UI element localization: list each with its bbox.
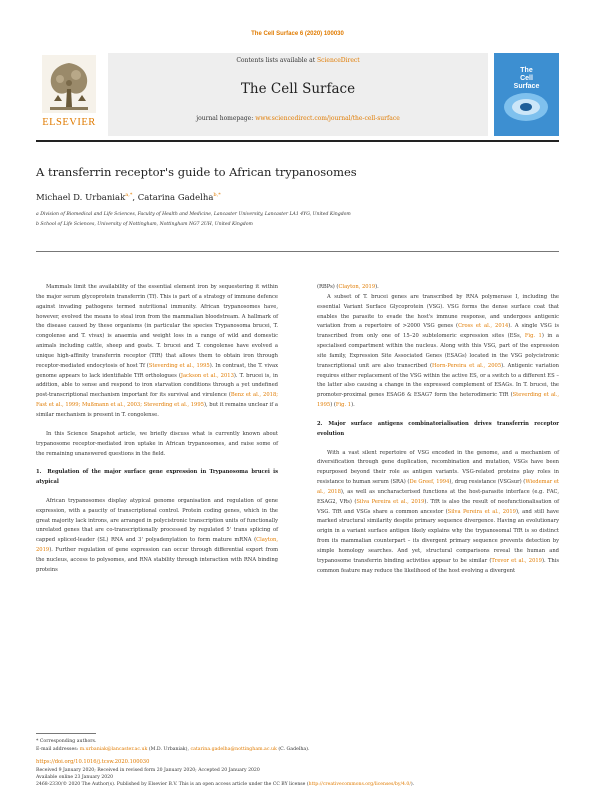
cover-title-line-2: Cell <box>520 75 533 82</box>
license-link[interactable]: http://creativecommons.org/licenses/by/4.0/ <box>308 782 411 787</box>
license-end: ). <box>410 782 415 787</box>
available-online: Available online 23 January 2020 <box>36 775 114 780</box>
homepage-link[interactable]: www.sciencedirect.com/journal/the-cell-surface <box>255 115 400 122</box>
footnote-rule <box>36 733 96 734</box>
paragraph <box>317 293 559 411</box>
paragraph <box>36 283 278 421</box>
paragraph-text: ), but it remains unclear if a similar mechanism is present in T. congolense. <box>36 402 278 418</box>
corresponding-author-note: * Corresponding authors. <box>36 739 97 744</box>
email-link[interactable]: catarina.gadelha@nottingham.ac.uk <box>190 747 277 752</box>
citation-link[interactable]: Clayton, 2019 <box>36 537 278 554</box>
sciencedirect-link[interactable]: ScienceDirect <box>317 57 360 64</box>
journal-header-box <box>108 53 488 136</box>
paragraph: In this Science Snapshot article, we briefly discuss what is currently known about trypanosome receptor-mediated iron uptake in African trypanosomes, and raise some of the remaining unanswered questions in the field. <box>36 430 278 457</box>
paragraph-text: ), and still have marked structural similarity despite primary sequence divergence. Having an evolutionary origin in a variant surface antigen likely explains why the trypanosomal TfR is so distinct from its mammalian counterpart – its divergent primary sequence prevents detection by simple homology searches. And yet, structural comparisons reveal the human and trypanosome transferrin binding activities appear to be similar ( <box>317 508 559 564</box>
citation-link[interactable]: Silva Pereira et al., 2019 <box>356 498 425 505</box>
author-marks[interactable]: b,* <box>213 192 221 198</box>
paragraph-text: ), drug resistance (VSGsur) ( <box>449 479 526 486</box>
paragraph-text: ) in a specialised compartment within the nucleus. Along with this VSG, part of the expression site family, Expression Site Associated Genes (ESAGs) located in the VSG polycistronic transcriptional unit are also transcribed ( <box>317 333 559 369</box>
email-owner: (M.D. Urbaniak), <box>147 747 191 752</box>
email-prefix: E-mail addresses: <box>36 747 80 752</box>
citation-link[interactable]: Clayton, 2019 <box>338 284 376 290</box>
contents-line <box>108 57 488 64</box>
paragraph-text: ) ( <box>330 402 336 409</box>
cover-title <box>494 67 559 91</box>
paragraph-text: ). Antigenic variation requires either replacement of the VSG within the active ES, or a switch to a different ES – the latter also causing a change in the expressed complement of ESAGs. In T. brucei, the promoter-proximal genes ESAG6 & ESAG7 form the heterodimeric TfR ( <box>317 362 559 399</box>
cover-title-line-3: Surface <box>513 83 540 90</box>
paragraph-text: ). TfR is also the result of neofunctionalisation of VSG. TfR and VSGs share a common ancestor ( <box>317 498 559 515</box>
citation-link[interactable]: Wiedemar et al., 2018 <box>317 479 560 495</box>
paragraph-text: ). A single VSG is transcribed from only one of 15–20 subtelomeric expression sites (ESs, <box>317 323 559 340</box>
homepage-prefix: journal homepage: <box>196 115 254 122</box>
journal-cover-image-icon <box>502 89 551 125</box>
citation-link[interactable]: Steverding et al., 1995 <box>148 362 210 369</box>
paragraph <box>36 497 278 576</box>
paragraph-text: African trypanosomes display atypical genome organisation and regulation of gene expression, with a paucity of transcriptional control. Protein coding genes, which in the great majority lack introns, are arranged in polycistronic transcription units of functionally unrelated genes that are co-transcriptionally processed by regulated 5' trans splicing of capped spliced-leader (SL) RNA and 3' polyadenylation to form mature mRNA ( <box>36 497 278 544</box>
affiliation-b: b School of Life Sciences, University of Nottingham, Nottingham NG7 2UH, United Kingdom <box>36 222 253 227</box>
license-line <box>36 782 414 787</box>
paragraph-text: ). This common feature may reduce the likelihood of the host evolving a divergent <box>317 557 559 574</box>
section-number: 1. <box>36 469 42 476</box>
figure-link[interactable]: Fig. 1 <box>524 333 542 340</box>
paragraph-text: ). T. brucei is, in addition, able to sense and respond to iron starvation conditions through a yet undefined post-transcriptional mechanism important for its survival and virulence ( <box>36 372 278 399</box>
paragraph-text: (RBPs) ( <box>317 284 339 290</box>
paragraph-text: ), as well as uncharacterised functions at the host-parasite interface (e.g. FAC, ESAG2, VRs) ( <box>317 488 559 505</box>
email-owner: (C. Gadelha). <box>276 747 310 752</box>
article-title: A transferrin receptor's guide to African trypanosomes <box>36 165 357 179</box>
publisher-name: ELSEVIER <box>42 117 96 128</box>
citation-link[interactable]: Cross et al., 2014 <box>458 323 509 330</box>
article-history: Received 9 January 2020; Received in revised form 20 January 2020; Accepted 20 January 2020 <box>36 768 260 773</box>
section-title: Regulation of the major surface gene expression in Trypanosoma brucei is atypical <box>36 469 278 486</box>
paragraph-text: A subset of T. brucei genes are transcribed by RNA polymerase I, including the essential Variant Surface Glycoprotein (VSG). VSG forms the dense surface coat that enables the parasite to evade the host's immune response, and undergoes antigenic variation from a repertoire of >2000 VSG genes ( <box>317 293 559 330</box>
paragraph <box>317 283 559 293</box>
elsevier-logo[interactable] <box>36 53 102 136</box>
citation-link[interactable]: Steverding et al., 1995 <box>317 392 559 409</box>
author-name[interactable]: Catarina Gadelha <box>137 192 214 203</box>
license-text: 2468-2330/© 2020 The Author(s). Published by Elsevier B.V. This is an open access article under the CC BY license ( <box>36 782 309 787</box>
paragraph-text: ). Further regulation of gene expression can occur through differential export from the nucleus, access to polysomes, and RNA stability through interaction with RNA binding proteins <box>36 547 278 573</box>
citation-link[interactable]: Jackson et al., 2013 <box>180 372 234 379</box>
journal-reference[interactable]: The Cell Surface 6 (2020) 100030 <box>251 31 344 37</box>
author-separator: , <box>132 192 138 203</box>
section-number: 2. <box>317 420 323 427</box>
contents-prefix: Contents lists available at <box>236 57 316 64</box>
paragraph-text: ). <box>351 402 355 409</box>
header-rule <box>36 140 559 142</box>
author-marks[interactable]: a,* <box>125 192 133 198</box>
citation-link[interactable]: De Greef, 1994 <box>409 479 450 486</box>
section-heading <box>317 420 559 440</box>
cover-title-line-1: The <box>520 67 533 74</box>
section-title: Major surface antigens combinatorialisation drives transferrin receptor evolution <box>317 420 559 437</box>
author-name[interactable]: Michael D. Urbaniak <box>36 192 126 203</box>
affiliation-a: a Division of Biomedical and Life Sciences, Faculty of Health and Medicine, Lancaster University, Lancaster LA1 4YG, United Kingdom <box>36 212 351 217</box>
body-column-right <box>317 283 559 577</box>
journal-cover[interactable] <box>494 53 559 136</box>
journal-homepage-line <box>108 115 488 122</box>
figure-link[interactable]: Fig. 1 <box>335 402 352 409</box>
citation-link[interactable]: Silva Pereira et al., 2019 <box>447 508 516 515</box>
email-addresses <box>36 747 310 752</box>
body-column-left <box>36 283 278 576</box>
doi-link[interactable]: https://doi.org/10.1016/j.tcsw.2020.100030 <box>36 759 150 765</box>
masthead <box>36 53 559 136</box>
section-heading <box>36 468 278 488</box>
paragraph <box>317 449 559 577</box>
affiliation-rule <box>36 251 559 252</box>
email-link[interactable]: m.urbaniak@lancaster.ac.uk <box>79 747 148 752</box>
paragraph-text: ). In contrast, the T. vivax genome appears to lack identifiable TfR orthologues ( <box>36 362 279 379</box>
citation-link[interactable]: Horn-Pereira et al., 2005 <box>432 362 502 369</box>
author-list <box>36 192 221 203</box>
paragraph-text: ). <box>375 284 379 290</box>
journal-title: The Cell Surface <box>240 81 356 97</box>
paragraph-text: With a vast silent repertoire of VSG encoded in the genome, and a mechanism of diversification through gene duplication, recombination and mutation, VSGs have been repurposed beyond their role as antigen variants. VSG-related proteins play roles in resistance to human serum (SRA) ( <box>317 449 559 486</box>
paragraph-text: Mammals limit the availability of the essential element iron by sequestering it within the major serum glycoprotein transferrin (Tf). This is part of a strategy of immune defence against invading pathogens termed nutritional immunity. African trypanosomes have, however, evolved the means to steal iron from the mammalian bloodstream. A hallmark of the disease caused by these organisms (in particular the species Trypanosoma brucei, T. congolense and T. vivax) is anaemia and weight loss in a range of wild and domestic animals including cattle, sheep and goats. T. brucei and T. congolense have evolved a unique high-affinity transferrin receptor (TfR) that allows them to obtain iron through receptor-mediated endocytosis of host Tf ( <box>36 284 278 369</box>
elsevier-tree-logo-icon <box>42 55 96 113</box>
citation-link[interactable]: Trevor et al., 2019 <box>491 557 542 564</box>
citation-link[interactable]: Benz et al., 2018; Fast et al., 1999; Mußmann et al., 2003; Steverding et al., 1995 <box>36 392 278 409</box>
